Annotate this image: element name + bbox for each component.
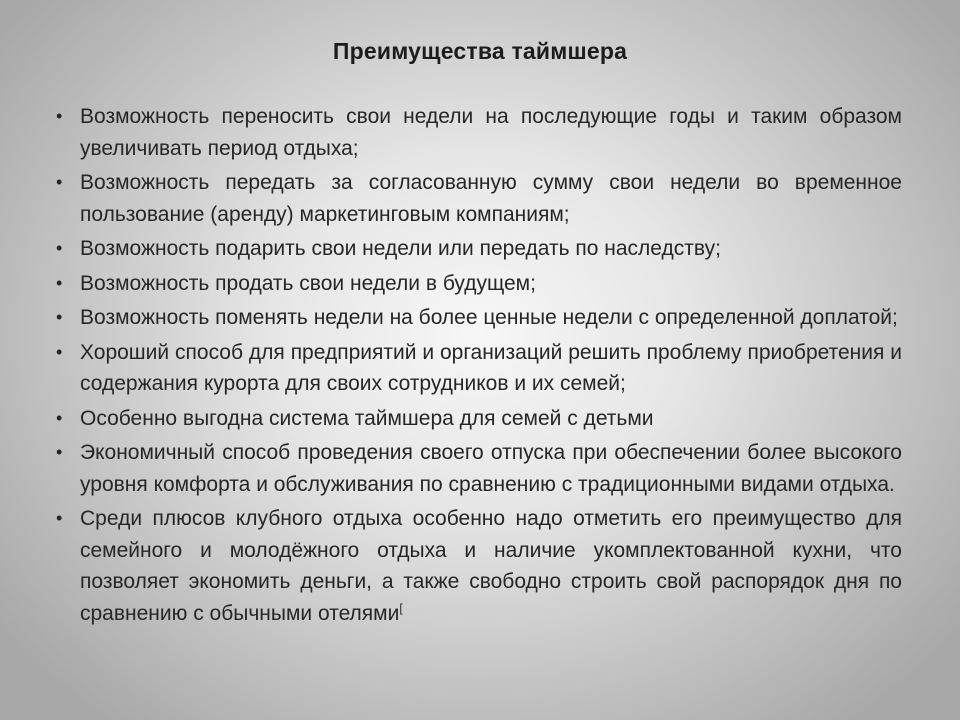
list-item-text: Возможность продать свои недели в будущем; xyxy=(80,271,536,295)
bullet-icon: • xyxy=(56,272,63,293)
footnote-mark: [ xyxy=(399,600,403,615)
bullet-icon: • xyxy=(56,442,63,462)
list-item xyxy=(54,337,902,400)
bullet-icon: • xyxy=(56,407,63,428)
bullet-icon: • xyxy=(56,307,63,327)
list-item xyxy=(54,503,902,629)
bullet-icon: • xyxy=(56,238,63,258)
list-item-text: Среди плюсов клубного отдыха особенно надо отметить его преимущество для семейного и молодёжного отдыха и наличие укомплектованной кухни, что позволяет экономить деньги, а также свободно строить свой распорядок дня по сравнению с обычными отелями xyxy=(80,507,902,625)
advantages-list xyxy=(54,101,902,632)
list-item xyxy=(54,268,902,300)
bullet-icon: • xyxy=(56,508,63,528)
list-item xyxy=(54,403,902,435)
list-item xyxy=(54,302,902,334)
list-item-text: Экономичный способ проведения своего отпуска при обеспечении более высокого уровня комфорта и обслуживания по сравнению с традиционными видами отдыха. xyxy=(80,441,902,496)
bullet-icon: • xyxy=(56,172,63,192)
list-item xyxy=(54,437,902,500)
list-item-text: Возможность подарить свои недели или передать по наследству; xyxy=(80,237,721,260)
list-item-text: Хороший способ для предприятий и организаций решить проблему приобретения и содержания курорта для своих сотрудников и их семей; xyxy=(80,340,902,395)
slide-title: Преимущества таймшера xyxy=(332,38,628,64)
bullet-icon: • xyxy=(56,106,63,126)
list-item-text: Возможность переносить свои недели на последующие годы и таким образом увеличивать период отдыха; xyxy=(80,105,902,160)
list-item-text: Возможность поменять недели на более ценные недели с определенной доплатой; xyxy=(80,306,898,329)
bullet-icon: • xyxy=(56,341,63,362)
list-item xyxy=(54,101,902,164)
list-item-text: Возможность передать за согласованную сумму свои недели во временное пользование (аренду) маркетинговым компаниям; xyxy=(80,171,902,226)
list-item-text: Особенно выгодна система таймшера для семей с детьми xyxy=(80,406,654,430)
list-item xyxy=(54,233,902,265)
list-item xyxy=(54,167,902,230)
